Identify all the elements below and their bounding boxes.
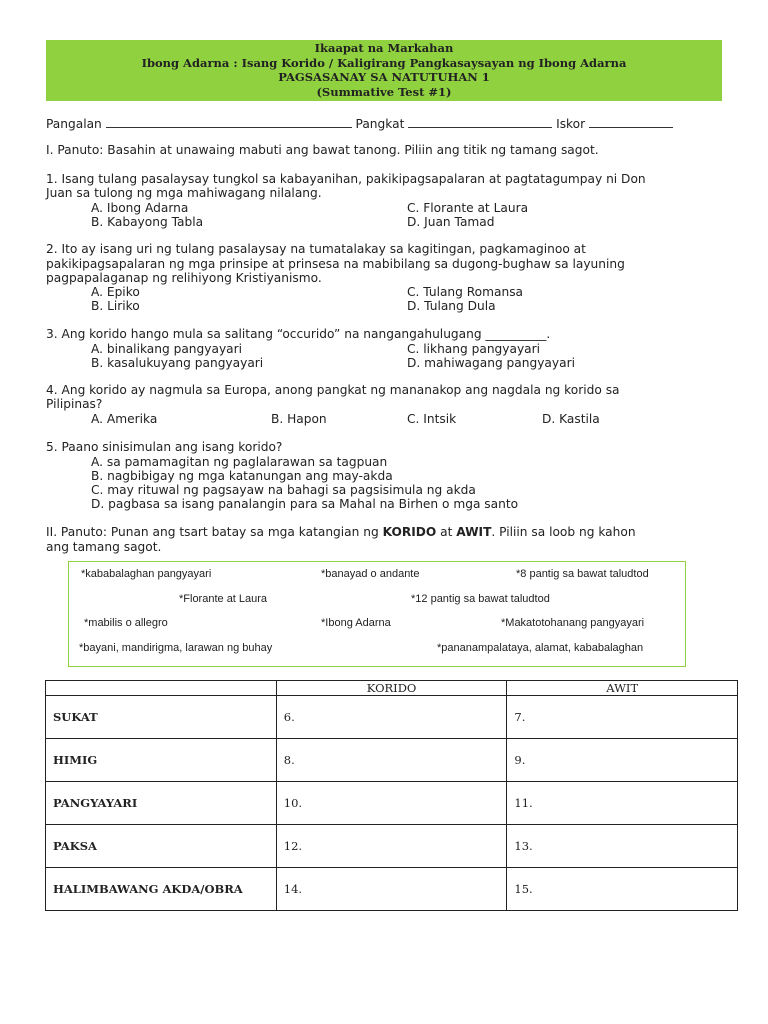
question-3-line1: 3. Ang korido hango mula sa salitang “occurido” na nangangahulugang __________. [46,327,551,341]
quarter-title: Ikaapat na Markahan [314,41,454,55]
answer-cell[interactable]: 14. [276,868,507,911]
chart-header-blank [46,681,277,696]
question-5-line1: 5. Paano sinisimulan ang isang korido? [46,440,283,454]
answer-cell[interactable]: 10. [276,782,507,825]
q4-option-b[interactable]: B. Hapon [271,412,327,426]
q2-option-b[interactable]: B. Liriko [91,299,140,313]
group-label: Pangkat [355,117,405,131]
part2-instruction-pre: II. Panuto: Punan ang tsart batay sa mga katangian ng [46,525,383,539]
part1-instruction: I. Panuto: Basahin at unawaing mabuti ang bawat tanong. Piliin ang titik ng tamang sagot. [46,143,599,157]
answer-cell[interactable]: 7. [507,696,738,739]
q2-option-c[interactable]: C. Tulang Romansa [407,285,524,299]
row-label: PAKSA [46,825,277,868]
exercise-title: PAGSASANAY SA NATUTUHAN 1 [278,70,490,84]
row-label: PANGYAYARI [46,782,277,825]
group-field[interactable] [408,117,552,128]
chart-header-korido: KORIDO [276,681,507,696]
answer-cell[interactable]: 6. [276,696,507,739]
q3-option-c[interactable]: C. likhang pangyayari [407,342,541,356]
score-field[interactable] [589,117,673,128]
answer-cell[interactable]: 13. [507,825,738,868]
q2-option-d[interactable]: D. Tulang Dula [407,299,496,313]
answer-cell[interactable]: 15. [507,868,738,911]
awit-word: AWIT [456,525,492,539]
table-row [46,696,738,739]
lesson-title: Ibong Adarna : Isang Korido / Kaligirang Pangkasaysayan ng Ibong Adarna [141,55,627,70]
choice-item: *kababalaghan pangyayari [81,568,212,580]
question-4-line1: 4. Ang korido ay nagmula sa Europa, anong pangkat ng mananakop ang nagdala ng korido sa [46,383,620,397]
row-label: HALIMBAWANG AKDA/OBRA [46,868,277,911]
table-row [46,825,738,868]
part2-instruction-post: . Piliin sa loob ng kahon [491,525,636,539]
row-label: SUKAT [46,696,277,739]
q1-option-d[interactable]: D. Juan Tamad [407,215,495,229]
choice-item: *mabilis o allegro [84,617,168,629]
q3-option-a[interactable]: A. binalikang pangyayari [91,342,243,356]
q1-option-a[interactable]: A. Ibong Adarna [91,201,189,215]
q1-option-b[interactable]: B. Kabayong Tabla [91,215,204,229]
q1-option-c[interactable]: C. Florante at Laura [407,201,529,215]
q5-option-b[interactable]: B. nagbibigay ng mga katanungan ang may-akda [91,469,393,483]
question-1-line1: 1. Isang tulang pasalaysay tungkol sa kabayanihan, pakikipagsapalaran at pagtatagumpay ni Don [46,172,646,186]
question-4-line2: Pilipinas? [46,397,103,411]
name-label: Pangalan [46,117,102,131]
q5-option-a[interactable]: A. sa pamamagitan ng paglalarawan sa tagpuan [91,455,388,469]
q3-option-b[interactable]: B. kasalukuyang pangyayari [91,356,264,370]
korido-awit-chart [45,680,738,911]
part2-instruction-line2: ang tamang sagot. [46,540,162,554]
q3-option-d[interactable]: D. mahiwagang pangyayari [407,356,575,370]
test-header [46,40,722,101]
question-1-line2: Juan sa tulong ng mga mahiwagang nilalang. [46,186,322,200]
table-row [46,782,738,825]
table-row [46,868,738,911]
chart-header-awit: AWIT [507,681,738,696]
q5-option-d[interactable]: D. pagbasa sa isang panalangin para sa Mahal na Birhen o mga santo [91,497,519,511]
q4-option-c[interactable]: C. Intsik [407,412,457,426]
chart-header-row [46,681,738,696]
choice-item: *8 pantig sa bawat taludtod [516,568,649,580]
choice-item: *Florante at Laura [179,593,268,605]
choice-item: *Ibong Adarna [321,617,391,629]
korido-word: KORIDO [382,525,437,539]
q4-option-d[interactable]: D. Kastila [542,412,600,426]
name-field[interactable] [106,117,352,128]
choice-item: *Makatotohanang pangyayari [501,617,645,629]
q5-option-c[interactable]: C. may rituwal ng pagsayaw na bahagi sa pagsisimula ng akda [91,483,476,497]
answer-choices-box [68,561,686,667]
and-word: at [436,525,457,539]
table-row [46,739,738,782]
answer-cell[interactable]: 11. [507,782,738,825]
test-subtitle: (Summative Test #1) [316,84,452,99]
choice-item: *12 pantig sa bawat taludtod [411,593,550,605]
question-2-line3: pagpapalaganap ng relihiyong Kristiyanismo. [46,271,322,285]
q4-option-a[interactable]: A. Amerika [91,412,158,426]
choice-item: *banayad o andante [321,568,420,580]
question-2-line1: 2. Ito ay isang uri ng tulang pasalaysay na tumatalakay sa kagitingan, pagkamaginoo at [46,242,586,256]
score-label: Iskor [556,117,586,131]
row-label: HIMIG [46,739,277,782]
answer-cell[interactable]: 9. [507,739,738,782]
q2-option-a[interactable]: A. Epiko [91,285,140,299]
choice-item: *bayani, mandirigma, larawan ng buhay [79,642,273,654]
student-info-row [46,117,673,131]
answer-cell[interactable]: 12. [276,825,507,868]
part2-instruction-line1 [46,525,636,539]
answer-cell[interactable]: 8. [276,739,507,782]
choice-item: *pananampalataya, alamat, kababalaghan [437,642,644,654]
question-2-line2: pakikipagsapalaran ng mga prinsipe at prinsesa na mabibilang sa dugong-bughaw sa layuning [46,257,625,271]
